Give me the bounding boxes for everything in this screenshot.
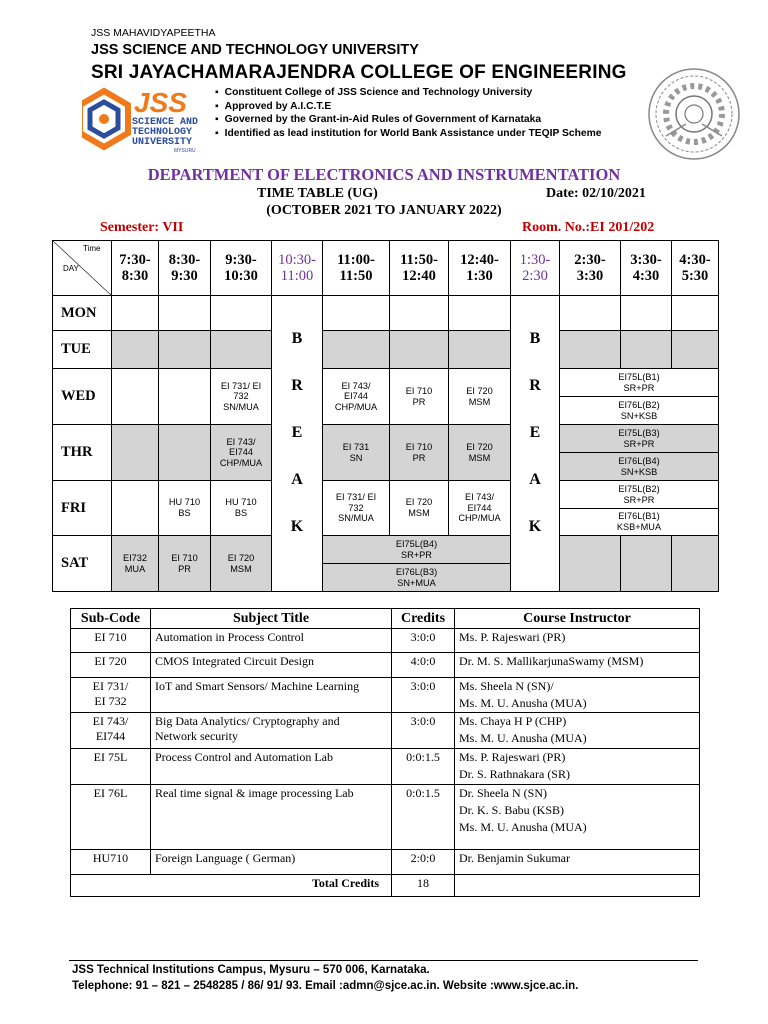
lunch-break-column	[510, 295, 560, 592]
cell-text-line: SR+PR	[623, 494, 655, 505]
timetable-date: Date: 02/10/2021	[546, 186, 646, 201]
total-credits-label: Total Credits	[71, 875, 392, 897]
total-credits-value: 18	[392, 875, 455, 897]
subject-title-cell: Automation in Process Control	[151, 629, 392, 653]
class-slot-cell	[389, 368, 449, 425]
credits-cell: 3:0:0	[392, 629, 455, 653]
footer-divider	[69, 960, 698, 961]
empty-slot-cell	[671, 295, 719, 331]
empty-slot-cell	[559, 330, 621, 369]
day-label-tue: TUE	[52, 330, 112, 369]
credits-cell: 3:0:0	[392, 678, 455, 713]
class-slot-cell	[448, 424, 511, 481]
class-slot-cell	[111, 535, 159, 592]
cell-text-line: EI744	[343, 391, 368, 402]
cell-text-line: 4:30	[632, 268, 660, 284]
empty-slot-cell	[158, 424, 211, 481]
cell-text-line: KSB+MUA	[616, 522, 662, 532]
cell-text-line: EI 743/	[464, 492, 495, 503]
subject-title-cell: CMOS Integrated Circuit Design	[151, 653, 392, 678]
class-slot-cell	[158, 480, 211, 536]
credential-item: ▪ Constituent College of JSS Science and Technology University	[215, 86, 602, 100]
empty-slot-cell	[620, 330, 672, 369]
cell-text-line: EI76L(B3)	[395, 566, 438, 577]
instructor-cell: Dr. M. S. MallikarjunaSwamy (MSM)	[455, 653, 700, 678]
cell-text-line: 7:30-	[119, 252, 151, 268]
cell-text-line: EI75L(B3)	[618, 427, 660, 438]
cell-text-line: 4:30-	[679, 252, 711, 268]
cell-text-line: 2:30-	[574, 252, 606, 268]
subject-row	[71, 653, 700, 678]
college-credentials-list	[215, 86, 602, 140]
sub-code-cell: EI 75L	[71, 749, 151, 785]
empty-slot-cell	[111, 295, 159, 331]
instructor-cell: Dr. Benjamin Sukumar	[455, 850, 700, 875]
empty-slot-cell	[158, 368, 211, 425]
cell-text-line: EI732	[122, 552, 147, 563]
subject-title-cell: Process Control and Automation Lab	[151, 749, 392, 785]
class-slot-cell	[322, 563, 511, 592]
cell-text-line: SN+KSB	[620, 410, 658, 421]
cell-text-line: SN+KSB	[620, 466, 658, 477]
cell-text-line: 10:30	[224, 268, 258, 284]
cell-text-line: 1:30	[466, 268, 493, 284]
cell-text-line: EI 720	[466, 385, 493, 396]
cell-text-line: SN/MUA	[338, 513, 374, 524]
cell-text-line: SN	[349, 452, 363, 463]
class-slot-cell	[448, 480, 511, 536]
time-slot-header	[271, 240, 323, 296]
break-letter: B	[291, 330, 303, 347]
morning-break-column	[271, 295, 323, 592]
class-slot-cell	[559, 508, 719, 536]
time-slot-header	[559, 240, 621, 296]
class-slot-cell	[559, 480, 719, 509]
class-slot-cell	[322, 424, 390, 481]
corner-diagonal	[53, 241, 112, 296]
header-course-instructor: Course Instructor	[455, 609, 700, 629]
empty-slot-cell	[389, 295, 449, 331]
instructor-cell: Dr. Sheela N (SN) Dr. K. S. Babu (KSB) Ms. M. U. Anusha (MUA)	[455, 785, 700, 850]
subject-row	[71, 713, 700, 749]
campus-address: JSS Technical Institutions Campus, Mysuru – 570 006, Karnataka.	[72, 964, 430, 976]
empty-slot-cell	[158, 295, 211, 331]
cell-text-line: CHP/MUA	[334, 401, 378, 412]
cell-text-line: 3:30	[576, 268, 604, 284]
cell-text-line: CHP/MUA	[458, 513, 501, 524]
empty-slot-cell	[448, 295, 511, 331]
sub-code-cell: EI 731/ EI 732	[71, 678, 151, 713]
break-letter: R	[529, 377, 541, 394]
timetable-period: (OCTOBER 2021 TO JANUARY 2022)	[266, 203, 502, 218]
cell-text-line: 9:30-	[225, 252, 257, 268]
empty-slot-cell	[559, 295, 621, 331]
cell-text-line: EI 731	[342, 441, 370, 452]
day-label-mon: MON	[52, 295, 112, 331]
empty-slot-cell	[671, 330, 719, 369]
credential-item: ▪ Approved by A.I.C.T.E	[215, 100, 602, 114]
cell-text-line: PR	[178, 563, 191, 574]
empty-slot-cell	[322, 295, 390, 331]
cell-text-line: EI75L(B2)	[618, 483, 660, 494]
break-letter: E	[291, 424, 303, 441]
break-letter: E	[529, 424, 541, 441]
class-slot-cell	[322, 535, 511, 564]
empty-slot-cell	[111, 480, 159, 536]
instructor-cell: Ms. Sheela N (SN)/ Ms. M. U. Anusha (MUA)	[455, 678, 700, 713]
class-slot-cell	[210, 480, 272, 536]
cell-text-line: 12:40-	[460, 252, 499, 268]
cell-text-line: EI744	[228, 447, 253, 458]
cell-text-line: 3:30-	[630, 252, 662, 268]
time-slot-header	[210, 240, 272, 296]
cell-text-line: SR+PR	[623, 382, 655, 393]
cell-text-line: 1:30-	[519, 252, 551, 268]
cell-text-line: 8:30	[121, 268, 149, 284]
credits-cell: 4:0:0	[392, 653, 455, 678]
subject-title-cell: Real time signal & image processing Lab	[151, 785, 392, 850]
class-slot-cell	[210, 535, 272, 592]
break-letter: K	[290, 518, 304, 535]
header-sub-code: Sub-Code	[71, 609, 151, 629]
class-slot-cell	[210, 424, 272, 481]
vidyapeetha-name: JSS MAHAVIDYAPEETHA	[91, 27, 216, 39]
class-slot-cell	[559, 396, 719, 425]
cell-text-line: PR	[412, 452, 426, 463]
cell-text-line: 732	[348, 502, 364, 513]
cell-text-line: EI 743/	[341, 380, 371, 391]
semester-label: Semester: VII	[100, 220, 184, 235]
cell-text-line: EI 720	[405, 497, 433, 508]
break-letter: B	[529, 330, 541, 347]
cell-text-line: MSM	[230, 563, 252, 574]
cell-text-line: EI 731/ EI	[335, 492, 377, 503]
logo-city: MYSURU	[174, 148, 196, 154]
header-credits: Credits	[392, 609, 455, 629]
class-slot-cell	[559, 424, 719, 453]
cell-text-line: PR	[412, 396, 426, 407]
logo-line2: TECHNOLOGY	[132, 127, 193, 138]
cell-text-line: EI 720	[466, 441, 493, 452]
cell-text-line: SN/MUA	[223, 401, 259, 412]
cell-text-line: 5:30	[681, 268, 709, 284]
grid-corner-cell	[52, 240, 112, 296]
subject-row	[71, 629, 700, 653]
credential-item: ▪ Governed by the Grant-in-Aid Rules of Government of Karnataka	[215, 113, 602, 127]
empty-slot-cell	[671, 535, 719, 592]
empty-slot-cell	[620, 535, 672, 592]
cell-text-line: MSM	[408, 508, 430, 518]
class-slot-cell	[322, 368, 390, 425]
empty-slot-cell	[111, 424, 159, 481]
cell-text-line: EI744	[467, 502, 492, 513]
instructor-cell: Ms. P. Rajeswari (PR) Dr. S. Rathnakara (SR)	[455, 749, 700, 785]
jss-stu-logo	[82, 84, 212, 154]
cell-text-line: HU 710	[168, 497, 201, 508]
time-slot-header	[389, 240, 449, 296]
subject-title-cell: Big Data Analytics/ Cryptography and Network security	[151, 713, 392, 749]
logo-line3: UNIVERSITY	[132, 137, 193, 148]
subject-row	[71, 678, 700, 713]
class-slot-cell	[559, 368, 719, 397]
time-slot-header	[322, 240, 390, 296]
credits-cell: 0:0:1.5	[392, 749, 455, 785]
class-slot-cell	[322, 480, 390, 536]
day-label-wed: WED	[52, 368, 112, 425]
cell-text-line: 2:30	[522, 268, 548, 284]
contact-details: Telephone: 91 – 821 – 2548285 / 86/ 91/ 93. Email :admn@sjce.ac.in. Website :www.sjce.ac.in.	[72, 980, 579, 992]
cell-text-line: MSM	[468, 452, 491, 463]
cell-text-line: CHP/MUA	[219, 457, 263, 468]
room-number: Room. No.:EI 201/202	[522, 220, 655, 235]
empty-slot-cell	[111, 330, 159, 369]
corner-day-label: DAY	[63, 264, 79, 273]
logo-brand: JSS	[134, 87, 187, 118]
break-letter: K	[528, 518, 542, 535]
subject-title-cell: IoT and Smart Sensors/ Machine Learning	[151, 678, 392, 713]
class-slot-cell	[389, 480, 449, 536]
cell-text-line: EI76L(B2)	[618, 399, 660, 410]
cell-text-line: EI 710	[405, 385, 433, 396]
empty-slot-cell	[111, 368, 159, 425]
subject-row	[71, 785, 700, 850]
cell-text-line: BS	[178, 508, 191, 518]
subject-row	[71, 749, 700, 785]
break-letter: A	[291, 471, 303, 488]
day-label-fri: FRI	[52, 480, 112, 536]
college-name: SRI JAYACHAMARAJENDRA COLLEGE OF ENGINEERING	[91, 62, 627, 83]
subject-row	[71, 850, 700, 875]
subject-table	[70, 608, 700, 897]
sjce-seal-logo	[646, 66, 742, 162]
cell-text-line: EI75L(B4)	[395, 538, 438, 549]
empty-slot-cell	[389, 330, 449, 369]
cell-text-line: 10:30-	[278, 252, 316, 268]
credential-item: ▪ Identified as lead institution for World Bank Assistance under TEQIP Scheme	[215, 127, 602, 141]
instructor-cell: Ms. Chaya H P (CHP) Ms. M. U. Anusha (MUA)	[455, 713, 700, 749]
time-slot-header	[510, 240, 560, 296]
empty-slot-cell	[210, 330, 272, 369]
class-slot-cell	[448, 368, 511, 425]
credits-cell: 3:0:0	[392, 713, 455, 749]
cell-text-line: 12:40	[402, 268, 436, 284]
cell-text-line: 9:30	[171, 268, 198, 284]
empty-slot-cell	[158, 330, 211, 369]
cell-text-line: MUA	[124, 563, 146, 574]
empty-slot-cell	[559, 535, 621, 592]
empty-slot-cell	[322, 330, 390, 369]
corner-time-label: Time	[83, 244, 101, 253]
cell-text-line: EI 720	[227, 552, 255, 563]
cell-text-line: SN+MUA	[397, 577, 436, 588]
sub-code-cell: HU710	[71, 850, 151, 875]
break-letter: A	[529, 471, 541, 488]
time-slot-header	[620, 240, 672, 296]
sub-code-cell: EI 710	[71, 629, 151, 653]
subject-title-cell: Foreign Language ( German)	[151, 850, 392, 875]
cell-text-line: 8:30-	[168, 252, 201, 268]
cell-text-line: EI76L(B4)	[618, 455, 660, 466]
cell-text-line: 732	[233, 391, 249, 402]
cell-text-line: 11:50-	[400, 252, 438, 268]
cell-text-line: EI75L(B1)	[618, 371, 660, 382]
sub-code-cell: EI 743/ EI744	[71, 713, 151, 749]
sub-code-cell: EI 720	[71, 653, 151, 678]
day-label-thr: THR	[52, 424, 112, 481]
total-credits-empty-cell	[455, 875, 700, 897]
cell-text-line: SR+PR	[623, 438, 655, 449]
header-subject-title: Subject Title	[151, 609, 392, 629]
empty-slot-cell	[620, 295, 672, 331]
cell-text-line: EI 743/	[226, 436, 256, 447]
instructor-cell: Ms. P. Rajeswari (PR)	[455, 629, 700, 653]
class-slot-cell	[559, 452, 719, 481]
timetable-title: TIME TABLE (UG)	[257, 186, 378, 201]
cell-text-line: MSM	[468, 396, 491, 407]
cell-text-line: EI 710	[171, 552, 198, 563]
cell-text-line: SR+PR	[401, 549, 432, 560]
class-slot-cell	[389, 424, 449, 481]
cell-text-line: 11:00	[280, 268, 314, 284]
cell-text-line: 11:00-	[337, 252, 375, 268]
university-name: JSS SCIENCE AND TECHNOLOGY UNIVERSITY	[91, 42, 419, 58]
sub-code-cell: EI 76L	[71, 785, 151, 850]
break-letter: R	[291, 377, 303, 394]
time-slot-header	[111, 240, 159, 296]
class-slot-cell	[210, 368, 272, 425]
time-slot-header	[158, 240, 211, 296]
time-slot-header	[671, 240, 719, 296]
credits-cell: 2:0:0	[392, 850, 455, 875]
credits-cell: 0:0:1.5	[392, 785, 455, 850]
empty-slot-cell	[210, 295, 272, 331]
cell-text-line: EI76L(B1)	[618, 511, 660, 522]
department-title: DEPARTMENT OF ELECTRONICS AND INSTRUMENTATION	[147, 165, 621, 184]
logo-line1: SCIENCE AND	[132, 117, 199, 128]
time-slot-header	[448, 240, 511, 296]
cell-text-line: EI 731/ EI	[220, 380, 262, 391]
cell-text-line: HU 710	[225, 497, 257, 508]
class-slot-cell	[158, 535, 211, 592]
total-credits-row	[71, 875, 700, 897]
cell-text-line: BS	[234, 508, 248, 518]
cell-text-line: EI 710	[405, 441, 433, 452]
subject-table-header-row	[71, 609, 700, 629]
empty-slot-cell	[448, 330, 511, 369]
cell-text-line: 11:50	[339, 268, 373, 284]
day-label-sat: SAT	[52, 535, 112, 592]
